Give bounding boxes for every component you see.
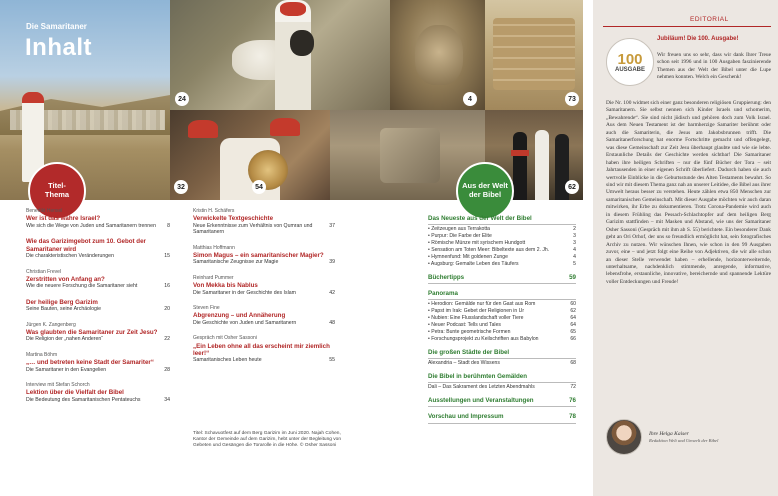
editorial-label: EDITORIAL: [690, 16, 729, 23]
toc-description-row: [26, 223, 170, 230]
page-number-badge: 24: [175, 92, 189, 106]
toc-entry[interactable]: [26, 382, 170, 403]
toc-description: Die Bedeutung des Samaritanischen Pentateuchs: [26, 396, 141, 403]
toc-column-middle: [193, 208, 335, 373]
toc-description-row: [26, 367, 170, 374]
toc-description-row: [26, 397, 170, 404]
anniversary-number: 100: [617, 50, 643, 68]
toc-heading: Wer ist das wahre Israel?: [26, 215, 101, 223]
toc-row[interactable]: [428, 329, 576, 336]
toc-section-title: Die Bibel in berühmten Gemälden: [428, 372, 528, 380]
toc-author: Steven Fine: [193, 305, 220, 312]
toc-page-number: 8: [167, 222, 170, 229]
toc-row-page: 2: [573, 226, 576, 233]
toc-row-title: • Römische Münze mit syrischem Hundgott: [428, 240, 526, 247]
toc-section-title: Die großen Städte der Bibel: [428, 348, 510, 356]
toc-section-title: Panorama: [428, 289, 458, 297]
toc-heading: Lektion über die Vielfalt der Bibel: [26, 389, 124, 397]
toc-row-page: 64: [570, 315, 576, 322]
editorial-headline: Jubiläum! Die 100. Ausgabe!: [657, 36, 739, 42]
signature-name: Ihre Helga Kaiser: [649, 431, 689, 437]
toc-description: Die Religion der „nahen Anderen“: [26, 336, 103, 343]
toc-author: Christian Frevel: [26, 268, 62, 275]
toc-row[interactable]: [428, 301, 576, 308]
toc-section-page: 59: [569, 273, 576, 281]
page-number-badge: 4: [463, 92, 477, 106]
toc-page-number: 20: [164, 306, 170, 313]
toc-section-heading: [428, 274, 576, 284]
toc-row-title: • Herodion: Gemälde nur für den Gast aus Rom: [428, 301, 536, 308]
toc-entry[interactable]: [193, 208, 335, 236]
toc-page-number: 34: [164, 396, 170, 403]
toc-section[interactable]: [428, 290, 576, 343]
titel-thema-label: Titel- Thema: [44, 181, 70, 199]
toc-page-number: 15: [164, 253, 170, 260]
toc-row-title: • Neuer Podcast: Tells und Tales: [428, 321, 501, 328]
welt-der-bibel-badge: [456, 162, 514, 220]
toc-row-title: • Nubien: Eine Flusslandschaft voller Tiere: [428, 315, 524, 322]
toc-section-heading: [428, 215, 576, 225]
toc-author: Jürgen K. Zangenberg: [26, 321, 76, 328]
toc-author: Matthias Hoffmann: [193, 244, 235, 251]
toc-entry[interactable]: [26, 269, 170, 290]
toc-row[interactable]: [428, 360, 576, 367]
toc-description: Wie sich die Wege von Juden und Samaritanern trennen: [26, 222, 156, 229]
toc-row-title: Alexandria – Stadt des Wissens: [428, 359, 500, 366]
toc-page-number: 42: [329, 289, 335, 296]
toc-description-row: [26, 253, 170, 260]
toc-row-title: Dali – Das Sakrament des Letzten Abendmahls: [428, 384, 535, 391]
toc-entry[interactable]: [193, 245, 335, 266]
toc-row-page: 3: [573, 240, 576, 247]
toc-section[interactable]: [428, 274, 576, 284]
toc-heading: Verwickelte Textgeschichte: [193, 215, 274, 223]
toc-page-number: 48: [329, 319, 335, 326]
toc-page-number: 39: [329, 259, 335, 266]
editorial-signature: [649, 431, 769, 445]
toc-description-row: [26, 283, 170, 290]
toc-row-page: 72: [570, 384, 576, 391]
toc-row[interactable]: [428, 254, 576, 261]
toc-row[interactable]: [428, 240, 576, 247]
toc-description: Die Samaritaner in den Evangelien: [26, 366, 107, 373]
toc-heading: Was glaubten die Samaritaner zur Zeit Jesu?: [26, 328, 158, 336]
toc-section-heading: [428, 349, 576, 359]
toc-description: Samaritanisches Leben heute: [193, 357, 262, 364]
toc-page-number: 16: [164, 283, 170, 290]
author-avatar: [606, 419, 642, 455]
toc-row-page: 60: [570, 301, 576, 308]
toc-entry[interactable]: [26, 238, 170, 259]
editorial-divider: [603, 26, 771, 27]
toc-author: Reinhard Pummer: [193, 274, 234, 281]
toc-column-left: [26, 208, 170, 412]
toc-section-title: Büchertipps: [428, 273, 465, 281]
toc-description: Neue Erkenntnisse zum Verhältnis von Qumran und Samaritanern: [193, 222, 313, 236]
toc-description: Samaritanische Zeugnisse zur Magie: [193, 259, 279, 266]
toc-row-title: • Augsburg: Gemalte Leben des Täufers: [428, 260, 519, 267]
toc-row-page: 4: [573, 253, 576, 260]
toc-section-title: Das Neueste aus der Welt der Bibel: [428, 215, 532, 222]
toc-description: Die Geschichte von Juden und Samaritanern: [193, 319, 297, 326]
toc-description-row: [193, 290, 335, 297]
toc-entry[interactable]: [26, 208, 170, 229]
toc-row-title: • Sensation am Toten Meer: Bibeltexte aus dem 2. Jh.: [428, 246, 550, 253]
toc-author: Benedikt Hensel: [26, 208, 63, 214]
toc-row-title: • Hymnenfund: Mit goldenen Zunge: [428, 253, 508, 260]
editorial-panel: [593, 0, 778, 496]
toc-heading: Von Mekka bis Nablus: [193, 282, 258, 290]
toc-row[interactable]: [428, 261, 576, 268]
toc-description-row: [193, 357, 335, 364]
toc-row[interactable]: [428, 308, 576, 315]
toc-section-title: Vorschau und Impressum: [428, 413, 504, 421]
toc-row-page: 66: [570, 335, 576, 342]
page-number-badge: 32: [174, 180, 188, 194]
toc-section-heading: [428, 397, 576, 407]
toc-section[interactable]: [428, 349, 576, 367]
toc-row-page: 4: [573, 246, 576, 253]
toc-author: Interview mit Stefan Schorch: [26, 382, 90, 389]
toc-page-number: 55: [329, 357, 335, 364]
toc-heading: „… und betreten keine Stadt der Samariter“: [26, 359, 154, 367]
toc-section-page: 76: [569, 397, 576, 405]
toc-description-row: [26, 336, 170, 343]
toc-page-number: 37: [329, 222, 335, 229]
toc-row[interactable]: [428, 322, 576, 329]
toc-row-title: • Papst im Irak: Gebet der Religionen in Ur: [428, 308, 525, 315]
toc-column-right: [428, 215, 576, 430]
toc-section[interactable]: [428, 397, 576, 407]
photo-torah-scroll: [170, 110, 330, 200]
toc-entry[interactable]: [193, 305, 335, 326]
toc-row-page: 62: [570, 308, 576, 315]
toc-description-row: [193, 320, 335, 327]
toc-heading: Der heilige Berg Garizim: [26, 298, 98, 306]
toc-row-page: 64: [570, 321, 576, 328]
cover-caption: Titel: Schavuotfest auf dem Berg Garizim im Juni 2020. Najah Cohen, Kantor der Gemeinde auf dem Garizim, hebt unter der Begleitung von Gebeten und Gesängen die Torarolle in die Höhe. © Osher Sassoni: [193, 431, 341, 449]
toc-row-title: • Forschungsprojekt zu Keilschriften aus Babylon: [428, 335, 539, 342]
photo-mummy-mask: [390, 0, 485, 110]
toc-description-row: [193, 259, 335, 266]
toc-entry[interactable]: [193, 275, 335, 296]
toc-row-page: 3: [573, 233, 576, 240]
toc-section-heading: [428, 373, 576, 383]
toc-row[interactable]: [428, 226, 576, 233]
toc-description: Wie die neuere Forschung die Samaritaner sieht: [26, 283, 138, 290]
page-number-badge: 62: [565, 180, 579, 194]
toc-page-number: 22: [164, 336, 170, 343]
toc-section-heading: [428, 413, 576, 423]
toc-heading: Abgrenzung – und Annäherung: [193, 312, 286, 320]
toc-heading: Zerstritten von Anfang an?: [26, 275, 105, 283]
editorial-intro-text: Wir freuen uns so sehr, dass wir dank Ihrer Treue schon seit 1996 und in 100 Ausgaben faszinierende Themen aus der Welt der Bibel unter die Lupe nehmen konnten. Welch ein Geschenk!: [657, 52, 771, 81]
toc-row-title: • Purpur: Die Farbe der Elite: [428, 233, 492, 240]
toc-row-title: • Zeitzeugen aus Terrakotta: [428, 226, 490, 233]
toc-page-number: 28: [164, 366, 170, 373]
toc-entry[interactable]: [193, 335, 335, 364]
toc-section[interactable]: [428, 215, 576, 268]
toc-section-heading: [428, 290, 576, 300]
toc-row[interactable]: [428, 233, 576, 240]
welt-der-bibel-label: Aus der Welt der Bibel: [462, 181, 508, 199]
toc-heading: „Ein Leben ohne all das erscheint mir ziemlich leer!“: [193, 342, 330, 357]
toc-section[interactable]: [428, 413, 576, 423]
toc-author: Kristin H. Schäfers: [193, 208, 235, 214]
toc-description: Die Samaritaner in der Geschichte des Islam: [193, 289, 296, 296]
toc-description-row: [26, 306, 170, 313]
anniversary-word: AUSGABE: [614, 66, 645, 73]
toc-description-row: [193, 223, 335, 236]
editorial-body: Die Nr. 100 widmet sich einer ganz besonderen religiösen Gruppierung: den Samaritanern. Sie selbst nennen sich Kinder Israels und schomerim, „Bewahrende“. Sie sind nicht jüdisch und gehören doch zum Volk Israel. Aus dem Neuen Testament ist der barmherzige Samariter berühmt oder auch die Samariterin, die Jesus am Jakobsbrunnen trifft. Die Samaritanerforschung hat enorme Fortschritte gemacht und offengelegt, was diese Gemeinschaft zur Zeit Jesu überhaupt glaubte und wie sie lebte. Erstaunliche Details der Geschichte werden sichtbar! Die Samaritaner haben ihre heiligen Schriften – nur die fünf Bücher der Tora – seit Jahrtausenden in einer eigenen Schrift überliefert. Dadurch haben sie auch wertvolle Einblicke in die Geburtsstunde des Alten Testaments bewahrt. So sind wir mit diesem Thema ganz nah an unserer Leitidee, die Bibel aus ihrer Umwelt heraus besser zu verstehen. Heute zählen etwa 850 Menschen zur samaritanischen Gemeinschaft. Mit dieser Ausgabe möchten wir auch daran mitwirken, ihr Erbe zu dokumentieren. Trotz Corona-Pandemie wird auch in diesem Frühling das Pessach-Schlachtopfer auf dem heiligen Berg Garizim stattfinden – mit Masken und Abstand, wie uns der Samaritaner Osher Sassoni (Gespräch mit ihm ab S. 55) berichtete. Ein besonderer Dank geht an Ori Orhof, der uns so freundlich ermöglicht hat, sein fotografisches Archiv zu nutzen. Wir wünschen Ihnen, wie schon in den 99 Ausgaben zuvor, eine – und jetzt folgt eine Reihe von Adjektiven, die wir alle schon an dieser Stelle verwendet haben – erhellende, horizonterweiternde, unterhaltsame, nachdenklich stimmende, anregende, informative, lebensfrohe, erstaunliche, innovative, bereichernde und spannende Lektüre voller Entdeckungen und Freude!: [606, 100, 771, 285]
toc-heading: Wie das Garizimgebot zum 10. Gebot der Samaritaner wird: [26, 238, 146, 253]
page-title: Inhalt: [25, 34, 92, 61]
toc-section[interactable]: [428, 373, 576, 391]
toc-section-title: Ausstellungen und Veranstaltungen: [428, 397, 534, 405]
toc-entry[interactable]: [26, 299, 170, 313]
toc-row[interactable]: [428, 384, 576, 391]
magazine-kicker: Die Samaritaner: [26, 22, 87, 31]
toc-section-page: 78: [569, 413, 576, 421]
toc-row[interactable]: [428, 315, 576, 322]
anniversary-badge: [606, 38, 654, 86]
toc-row-title: • Petra: Bunte geometrische Formen: [428, 328, 511, 335]
toc-entry[interactable]: [26, 322, 170, 343]
signature-role: Redaktion Welt und Umwelt der Bibel: [649, 438, 719, 444]
toc-row-page: 65: [570, 328, 576, 335]
toc-heading: Simon Magus – ein samaritanischer Magier?: [193, 251, 324, 259]
toc-author: Martina Böhm: [26, 351, 58, 358]
toc-description: Seine Bauten, seine Archäologie: [26, 306, 101, 313]
toc-author: Gespräch mit Osher Sassoni: [193, 335, 257, 342]
page-number-badge: 54: [252, 180, 266, 194]
page-number-badge: 73: [565, 92, 579, 106]
toc-entry[interactable]: [26, 352, 170, 373]
toc-description: Die charakteristischen Veränderungen: [26, 253, 114, 260]
toc-row[interactable]: [428, 336, 576, 343]
photo-ruins: [485, 0, 583, 110]
photo-priest-with-sheep: [170, 0, 390, 110]
toc-row[interactable]: [428, 247, 576, 254]
editorial-intro: [657, 44, 771, 82]
toc-row-page: 5: [573, 260, 576, 267]
toc-row-page: 68: [570, 359, 576, 366]
